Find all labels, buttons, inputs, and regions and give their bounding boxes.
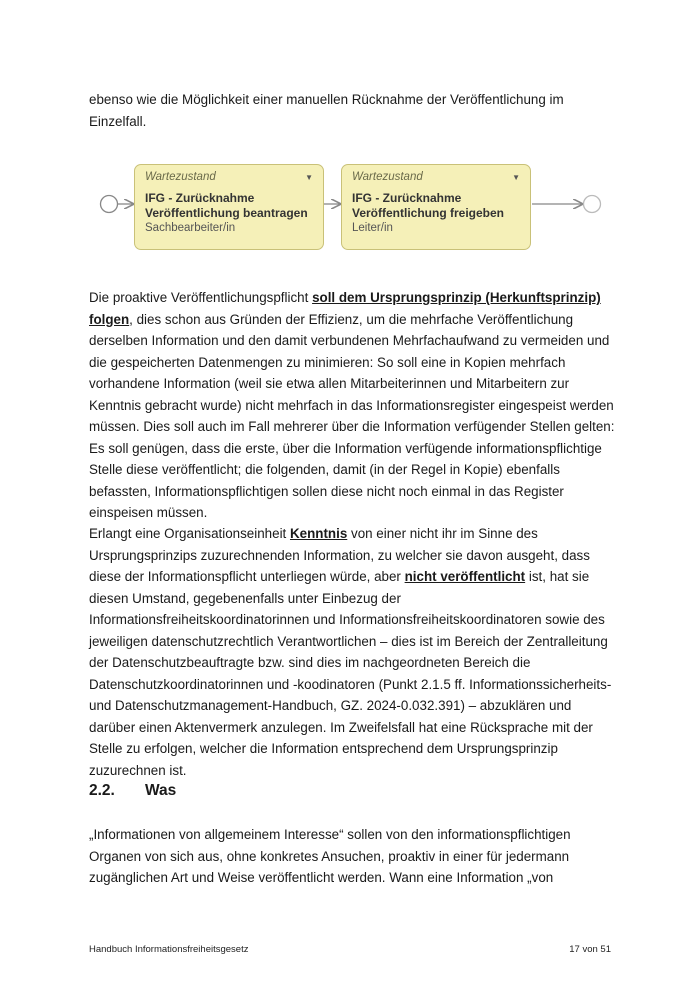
workflow-state-approve[interactable] [341,164,531,250]
section-heading [89,782,176,800]
state-title: IFG - Zurücknahme Veröffentlichung freigeben [352,191,505,220]
state-role: Sachbearbeiter/in [145,222,236,234]
emphasis-ursprungsprinzip: soll dem Ursprungsprinzip (Herkunftsprinzip) folgen [89,290,601,327]
chevron-down-icon[interactable]: ▼ [305,173,313,182]
chevron-down-icon[interactable]: ▼ [512,173,520,182]
intro-paragraph [89,89,619,132]
paragraph-informationen: „Informationen von allgemeinem Interesse“ sollen von den informationspflichtigen Organen von sich aus, ohne konkretes Ansuchen, proaktiv in einer für jedermann zugänglichen Art und Weise veröffentlicht werden. Wann eine Information „von [89,827,571,885]
workflow-diagram [96,160,616,256]
state-title: IFG - Zurücknahme Veröffentlichung beantragen [145,191,308,220]
workflow-state-request[interactable] [134,164,324,250]
state-kind-label: Wartezustand [352,171,423,183]
end-event-icon [584,196,601,213]
paragraph-ursprungsprinzip: Die proaktive Veröffentlichungspflicht soll dem Ursprungsprinzip (Herkunftsprinzip) folgen, dies schon aus Gründen der Effizienz, um die mehrfache Veröffentlichung derselben Information und den damit verbundenen Mehrfachaufwand zu vermeiden und die gespeicherten Datenmengen zu minimieren: So soll eine in Kopien mehrfach vorhandene Information (weil sie etwa allen Mitarbeiterinnen und Mitarbeitern zur Kenntnis gebracht wurde) nicht mehrfach in das Informationsregister eingespeist werden müssen. Dies soll auch im Fall mehrerer über die Information verfügender Stellen gelten: Es soll genügen, dass die erste, über die Information verfügende informationspflichtige Stelle diese veröffentlicht; die folgenden, damit (in der Regel in Kopie) ebenfalls befassten, Informationspflichtigen sollen diese nicht noch einmal in das Register einspeisen müssen. [89,290,615,520]
footer-page-number: 17 von 51 [569,944,611,955]
start-event-icon [101,196,118,213]
state-role: Leiter/in [352,222,393,234]
footer-document-title: Handbuch Informationsfreiheitsgesetz [89,944,249,955]
section-number: 2.2. [89,782,115,799]
state-kind-label: Wartezustand [145,171,216,183]
intro-line-1: ebenso wie die Möglichkeit einer manuellen Rücknahme der Veröffentlichung im [89,92,564,107]
emphasis-nicht-veroeffentlicht: nicht veröffentlicht [404,569,526,584]
emphasis-kenntnis: Kenntnis [289,526,348,541]
page-footer [89,944,611,955]
intro-line-2: Einzelfall. [89,113,147,129]
section-title: Was [145,782,177,799]
paragraph-kenntnis: Erlangt eine Organisationseinheit Kenntnis von einer nicht ihr im Sinne des Ursprungsprinzips zuzurechnenden Information, zu welcher sie davon ausgeht, dass diese der Informationspflicht unterliegen würde, aber nicht veröffentlicht ist, hat sie diesen Umstand, gegebenenfalls unter Einbezug der Informationsfreiheitskoordinatorinnen und Informationsfreiheitskoordinatoren sowie des jeweiligen datenschutzrechtlich Verantwortlichen – dies ist im Bereich der Zentralleitung der Datenschutzbeauftragte bzw. sind dies im nachgeordneten Bereich die Datenschutzkoordinatorinnen und -koodinatoren (Punkt 2.1.5 ff. Informationssicherheits- und Datenschutzmanagement-Handbuch, GZ. 2024-0.032.391) – abzuklären und darüber einen Aktenvermerk anzulegen. Im Zweifelsfall hat eine Rücksprache mit der Stelle zu erfolgen, welcher die Information entsprechend dem Ursprungsprinzip zuzurechnen ist. [89,526,612,778]
